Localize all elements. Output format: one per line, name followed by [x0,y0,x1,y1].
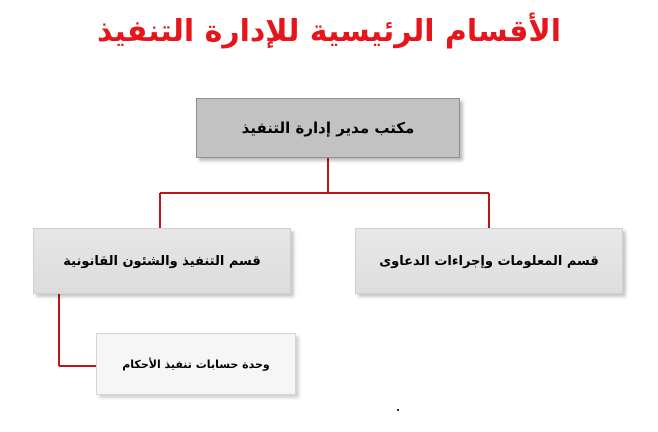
judgment-accounts-unit-box [96,333,296,395]
diagram-title: الأقسام الرئيسية للإدارة التنفيذ [97,14,561,49]
judgment-accounts-unit-label: وحدة حسابات تنفيذ الأحكام [122,357,270,371]
director-office-label: مكتب مدير إدارة التنفيذ [241,119,415,137]
stray-dot [397,409,399,411]
execution-legal-section-label: قسم التنفيذ والشئون القانونية [63,253,261,269]
information-procedures-section-box [355,228,623,294]
director-office-box [196,98,460,158]
execution-legal-section-box [33,228,291,294]
information-procedures-section-label: قسم المعلومات وإجراءات الدعاوى [379,253,599,269]
